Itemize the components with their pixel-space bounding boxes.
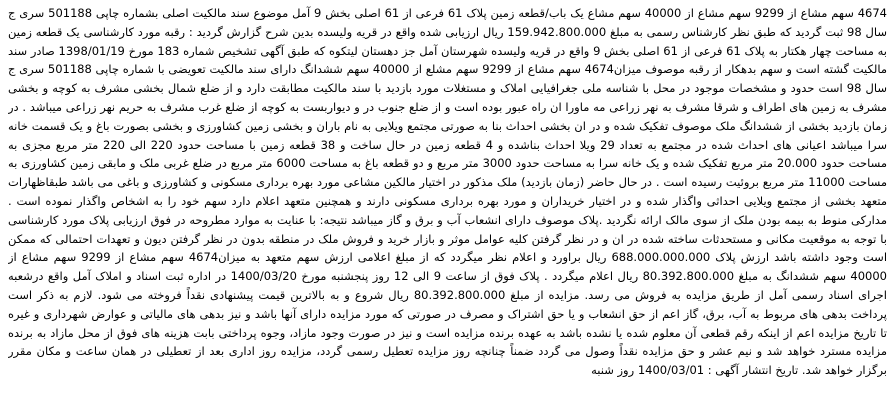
- notice-body-text: 4674 سهم مشاع از 9299 سهم مشاع از 40000 سهم مشاع یک باب/قطعه زمین پلاک 61 فرعی از 61 اصلی بخش 9 آمل موضوع سند مالکیت اصلی بشماره چاپی 501188 سری ج سال 98 ثبت گردید که طبق نظر کارشناس رسمی به مبلغ 159.942.800.000 ریال ارزیابی شده واقع در قریه ولیسده بدین شرح گزارش گردید : رقبه مورد کارشناسی یک قطعه زمین به مساحت چهار هکتار به پلاک 61 فرعی از 61 اصلی بخش 9 واقع در قریه ولیسده شهرستان آمل جز دهستان لیتکوه که طبق آگهی تشخیص شماره 183 مورخ 1398/01/19 صادر سند مالکیت گشته است و سهم بدهکار از رقبه موصوف میزان4674 سهم مشاع از 9299 سهم مشلع از 40000 سهم ششدانگ دارای سند مالکیت تعویضی با شماره چاپی 501188 سری ج سال 98 است حدود و مشخصات موجود در محل با شناسه ملی جغرافیایی املاک و مستغلات مورد بازدید با سند مالکیت مطابقت دارد و از ضلع شمال بخشی مشرف به کوچه و بخشی مشرف به زمین های اطراف و شرقا مشرف به نهر زراعی مه ماورا ان راه عبور بوده است و از ضلع جنوب در و دیواربست به کوچه از ضلع غرب مشرف به حریم نهر زراعی میباشد . در زمان بازدید بخشی از ششدانگ ملک موصوف تفکیک شده و در ان بخشی احداث بنا به صورتی مجتمع ویلایی به نام باران و بخشی زمین کشاورزی و بخشی بصورت باغ و یک قسمت خانه سرا میباشد اعیانی های احداث شده در مجتمع به تعداد 29 ویلا احداث بناشده و 4 قطعه زمین در حال ساخت و 38 قطعه زمین با مساحت حدود 220 الی 220 متر مربع مجزی به مساحت حدود 20.000 متر مربع تفکیک شده و یک خانه سرا به مساحت حدود 3000 متر مربع و دو قطعه باغ به مساحت 6000 متر مربع در ضلع غربی ملک و مابقی زمین کشاورزی به مساحت 11000 متر مربع بروئیت رسیده است . در حال حاضر (زمان بازدید) ملک مذکور در اختیار مالکین مشاعی مورد بهره برداری مسکونی و کشاورزی و باغی می باشد طبقاظهارات متعهد بخشی از مجتمع ویلایی احداثی واگذار شده و در اختیار خریداران و مورد بهره برداری مسکونی دارند و همچنین متعهد اعلام دارد سهم خود را به اشخاص واگذار نموده است . مدارکی منوط به بیمه بودن ملک از سوی مالک ارائه نگردید .پلاک موصوف دارای انشعاب آب و برق و گاز میباشد نتیجه: با عنایت به موارد مطروحه در فوق ارزیابی پلاک مورد کارشناسی با توجه به موقعیت مکانی و مستحدثات ساخته شده در ان و در نظر گرفتن کلیه عوامل موثر و بازار خرید و فروش ملک در منطقه بدون در نظر گرفتن دیون و تعهدات احتمالی که ممکن است وجود داشته باشد ارزش پلاک 688.000.000.000 ریال براورد و اعلام نظر میگردد که از مبلغ اعلامی ارزش سهم متعهد به میزان4674 سهم مشاع از 9299 سهم مشاع از 40000 سهم ششدانگ به مبلغ 80.392.800.000 ریال اعلام میگردد . پلاک فوق از ساعت 9 الی 12 روز پنجشنبه مورخ 1400/03/20 در اداره ثبت اسناد و املاک آمل واقع درشعبه اجرای اسناد رسمی آمل از طریق مزایده به فروش می رسد. مزایده از مبلغ 80.392.800.000 ریال شروع و به بالاترین قیمت پیشنهادی نقداً فروخته می شود. لازم به ذکر است پرداخت بدهی های مربوط به آب، برق، گاز اعم از حق انشعاب و یا حق اشتراک و مصرف در صورتی که مورد مزایده دارای آنها باشد و نیز بدهی های مالیاتی و عوارض شهرداری و غیره تا تاریخ مزایده اعم از اینکه رقم قطعی آن معلوم شده یا نشده باشد به عهده برنده مزایده است و نیز در صورت وجود مازاد، وجوه پرداختی بابت هزینه های فوق از محل مازاد به برنده مزایده مسترد خواهد شد و نیم عشر و حق مزایده نقداً وصول می گردد ضمناً چنانچه روز مزایده تعطیل رسمی گردد، مزایده روز اداری بعد از تعطیلی در همان ساعت و مکان مقرر برگزار خواهد شد. تاریخ انتشار آگهی : 1400/03/01 روز شنبه: [8, 6, 887, 378]
- auction-notice-document: [8, 4, 887, 407]
